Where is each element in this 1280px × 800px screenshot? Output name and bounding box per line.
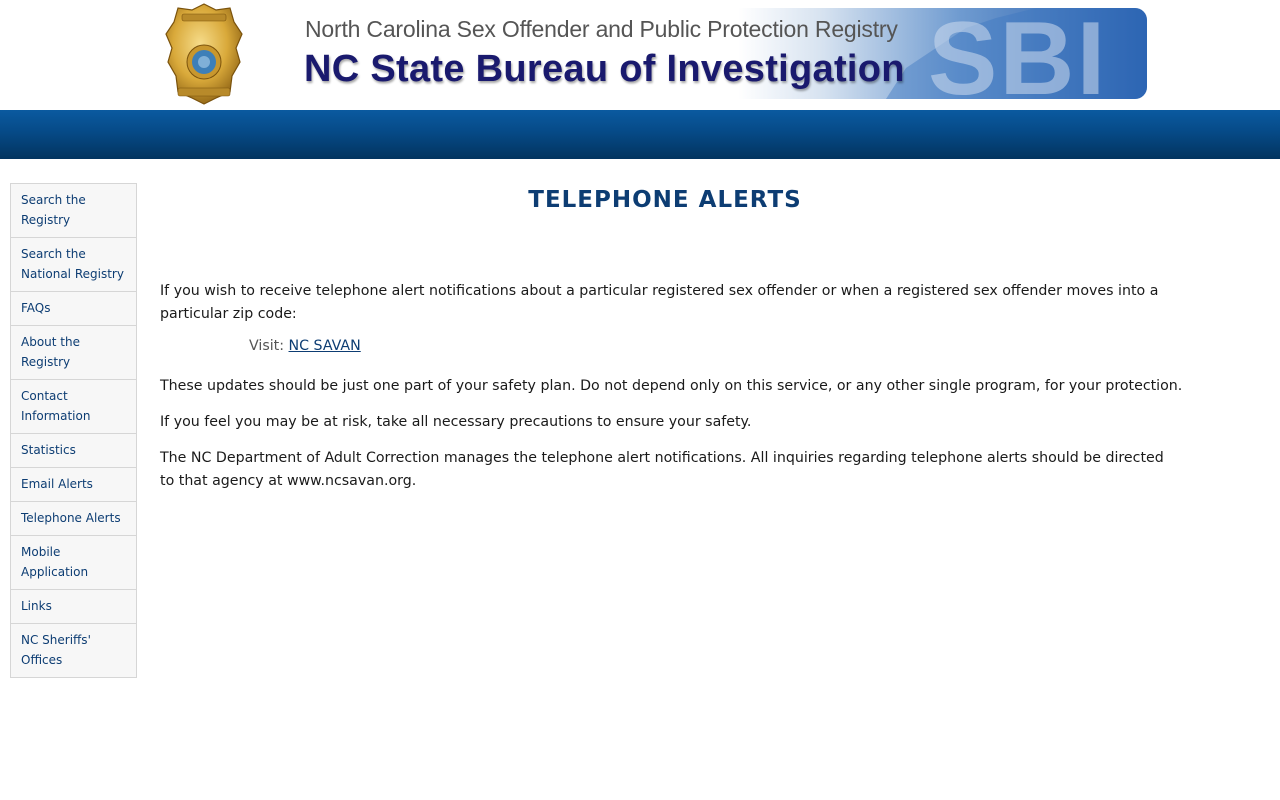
bureau-title: NC State Bureau of Investigation	[304, 48, 905, 90]
header-banner	[296, 8, 1147, 99]
sidebar-item-statistics[interactable]: Statistics	[10, 433, 137, 468]
page-title: TELEPHONE ALERTS	[528, 187, 802, 213]
registry-subtitle: North Carolina Sex Offender and Public Protection Registry	[305, 16, 898, 42]
visit-label: Visit:	[249, 338, 285, 354]
intro-paragraph: If you wish to receive telephone alert notifications about a particular registered sex offender or when a registered sex offender moves into a particular zip code:	[160, 283, 1159, 322]
sidebar-item-search-national-registry[interactable]: Search the National Registry	[10, 237, 137, 292]
risk-paragraph: If you feel you may be at risk, take all necessary precautions to ensure your safety.	[160, 414, 752, 430]
sidebar-item-nc-sheriffs-offices[interactable]: NC Sheriffs' Offices	[10, 623, 137, 678]
top-nav-bar	[0, 110, 1280, 159]
sidebar-item-search-registry[interactable]: Search the Registry	[10, 183, 137, 238]
sidebar-item-telephone-alerts[interactable]: Telephone Alerts	[10, 501, 137, 536]
site-header	[0, 0, 1280, 110]
sidebar-item-email-alerts[interactable]: Email Alerts	[10, 467, 137, 502]
sidebar-item-about-registry[interactable]: About the Registry	[10, 325, 137, 380]
main-content	[160, 183, 1183, 489]
sbi-watermark-text: SBI	[928, 8, 1108, 99]
sidebar-item-links[interactable]: Links	[10, 589, 137, 624]
visit-line	[249, 338, 361, 354]
sbi-badge-icon	[164, 2, 244, 106]
nc-savan-link[interactable]: NC SAVAN	[288, 338, 361, 354]
sidebar-nav	[10, 183, 137, 677]
sidebar-item-contact-information[interactable]: Contact Information	[10, 379, 137, 434]
agency-paragraph: The NC Department of Adult Correction manages the telephone alert notifications. All inquiries regarding telephone alerts should be directed to that agency at www.ncsavan.org.	[160, 450, 1164, 489]
sidebar-item-mobile-application[interactable]: Mobile Application	[10, 535, 137, 590]
sidebar-item-faqs[interactable]: FAQs	[10, 291, 137, 326]
safety-plan-paragraph: These updates should be just one part of your safety plan. Do not depend only on this service, or any other single program, for your protection.	[160, 378, 1183, 394]
